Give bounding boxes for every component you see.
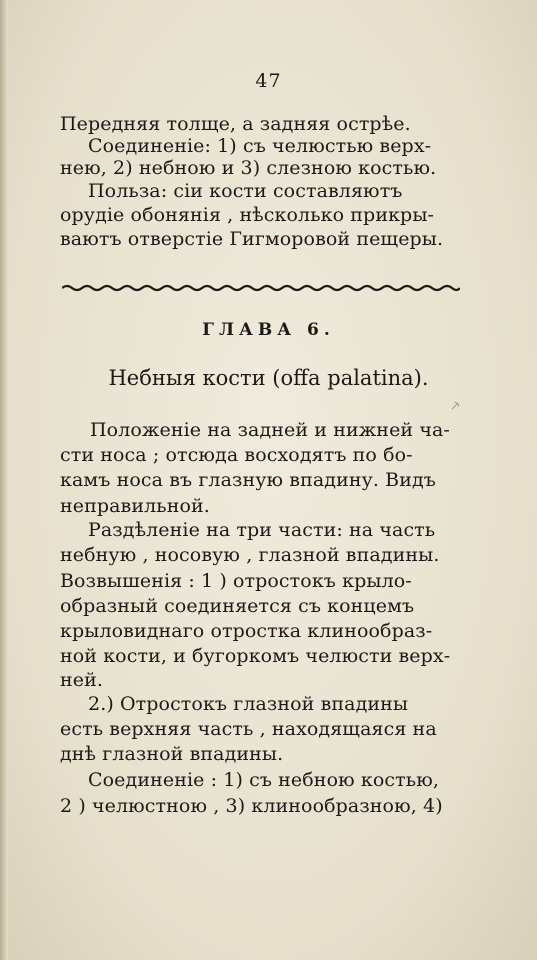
text-line: есть верхняя часть , находящаяся на [60, 718, 437, 740]
text-line: Раздѣленiе на три части: на часть [88, 519, 436, 541]
text-line: Передняя толще, а задняя острѣе. [60, 113, 411, 135]
text-line: ней. [60, 669, 104, 691]
text-line: нею, 2) небною и 3) слезною костью. [60, 157, 437, 179]
chapter-heading: ГЛАВА 6. [202, 320, 335, 340]
text-line: крыловиднаго отростка клинообраз- [60, 620, 433, 642]
text-line: орудiе обонянiя , нѣсколько прикры- [60, 204, 435, 226]
text-line: сти носа ; отсюда восходятъ по бо- [60, 444, 413, 466]
text-line: ваютъ отверстiе Гигморовой пещеры. [60, 228, 444, 250]
ornamental-divider [62, 284, 460, 292]
text-line: Положенiе на задней и нижней ча- [90, 419, 450, 441]
text-line: днѣ глазной впадины. [60, 743, 284, 765]
text-line: ной кости, и бугоркомъ челюсти верх- [60, 645, 451, 667]
chapter-title: Небныя кости (offa palatina). [108, 366, 429, 390]
text-line: образный соединяется съ концемъ [60, 595, 415, 617]
text-line: 2.) Отростокъ глазной впадины [88, 693, 409, 715]
text-line: Соединенiе: 1) съ челюстью верх- [88, 135, 432, 157]
text-line: Польза: сiи кости составляютъ [88, 180, 403, 202]
text-line: неправильной. [60, 495, 210, 517]
text-line: Соединенiе : 1) съ небною костью, [88, 769, 439, 791]
page-number: 47 [255, 70, 282, 92]
text-line: небную , носовую , глазной впадины. [60, 544, 440, 566]
text-line: камъ носа въ глазную впадину. Видъ [60, 469, 436, 491]
text-line: Возвышенiя : 1 ) отростокъ крыло- [60, 570, 412, 592]
text-line: 2 ) челюстною , 3) клинообразною, 4) [60, 795, 443, 817]
ink-mark: ⸕ [450, 398, 461, 414]
page-edge-shadow [0, 0, 8, 960]
